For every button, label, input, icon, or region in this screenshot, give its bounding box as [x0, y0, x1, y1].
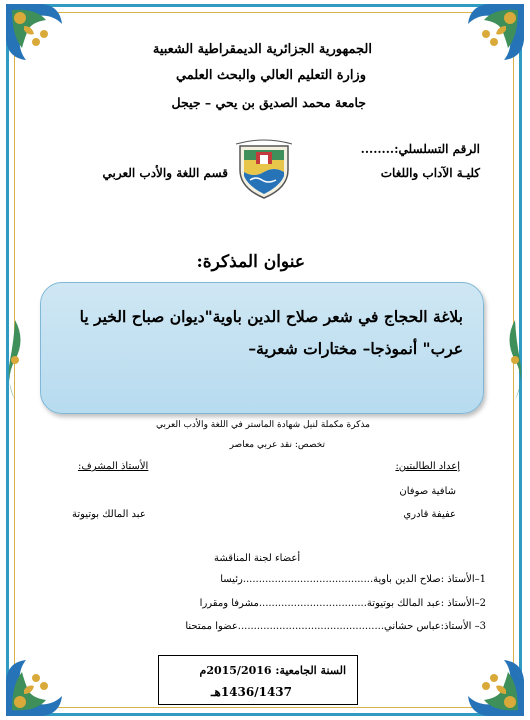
committee-member: 2–الأستاذ :عبد المالك بوتيوتة..................................مشرفا ومقررا [199, 598, 486, 609]
republic-name: الجمهورية الجزائرية الديمقراطية الشعبية [152, 42, 372, 57]
committee-member: 3– الأستاذ:عباس حشاني..............................................عضوا ممتحنا [185, 621, 486, 632]
student-name: عفيفة قادري [403, 509, 456, 520]
student-name: شافية صوفان [399, 486, 456, 497]
university-name: جامعة محمد الصديق بن يحي – جيجل [171, 95, 366, 110]
department-name: قسم اللغة والأدب العربي [102, 166, 228, 180]
memo-title-label: عنوان المذكرة: [196, 252, 305, 272]
committee-label: أعضاء لجنة المناقشة [214, 553, 301, 564]
side-ornament-icon [504, 320, 526, 400]
ministry-name: وزارة التعليم العالي والبحث العلمي [175, 68, 366, 83]
corner-ornament-icon [458, 650, 528, 720]
students-label: إعداد الطالبتين: [395, 461, 460, 472]
side-ornament-icon [4, 320, 26, 400]
specialization: تخصص: نقد عربي معاصر [229, 440, 325, 450]
memo-description: مذكرة مكملة لنيل شهادة الماستر في اللغة والأدب العربي [156, 420, 370, 430]
serial-number: الرقم التسلسلي:........ [360, 142, 480, 156]
corner-ornament-icon [2, 650, 72, 720]
committee-member: 1–الأستاذ :صلاح الدين باوية.........................................رئيسا [220, 574, 486, 585]
academic-year-gregorian: السنة الجامعية: 2015/2016م [199, 664, 346, 677]
supervisor-label: الأستاذ المشرف: [78, 461, 149, 472]
corner-ornament-icon [458, 0, 528, 70]
university-logo-icon [232, 136, 296, 200]
academic-year-hijri: 1436/1437هـ [210, 685, 292, 699]
memo-title-box [40, 282, 484, 414]
faculty-name: كليـة الآداب واللغات [380, 166, 480, 180]
corner-ornament-icon [2, 0, 72, 70]
supervisor-name: عبد المالك بوتيوتة [72, 509, 146, 520]
memo-title: بلاغة الحجاج في شعر صلاح الدين باوية"ديوان صباح الخير يا عرب" أنموذجا– مختارات شعرية– [79, 307, 463, 358]
